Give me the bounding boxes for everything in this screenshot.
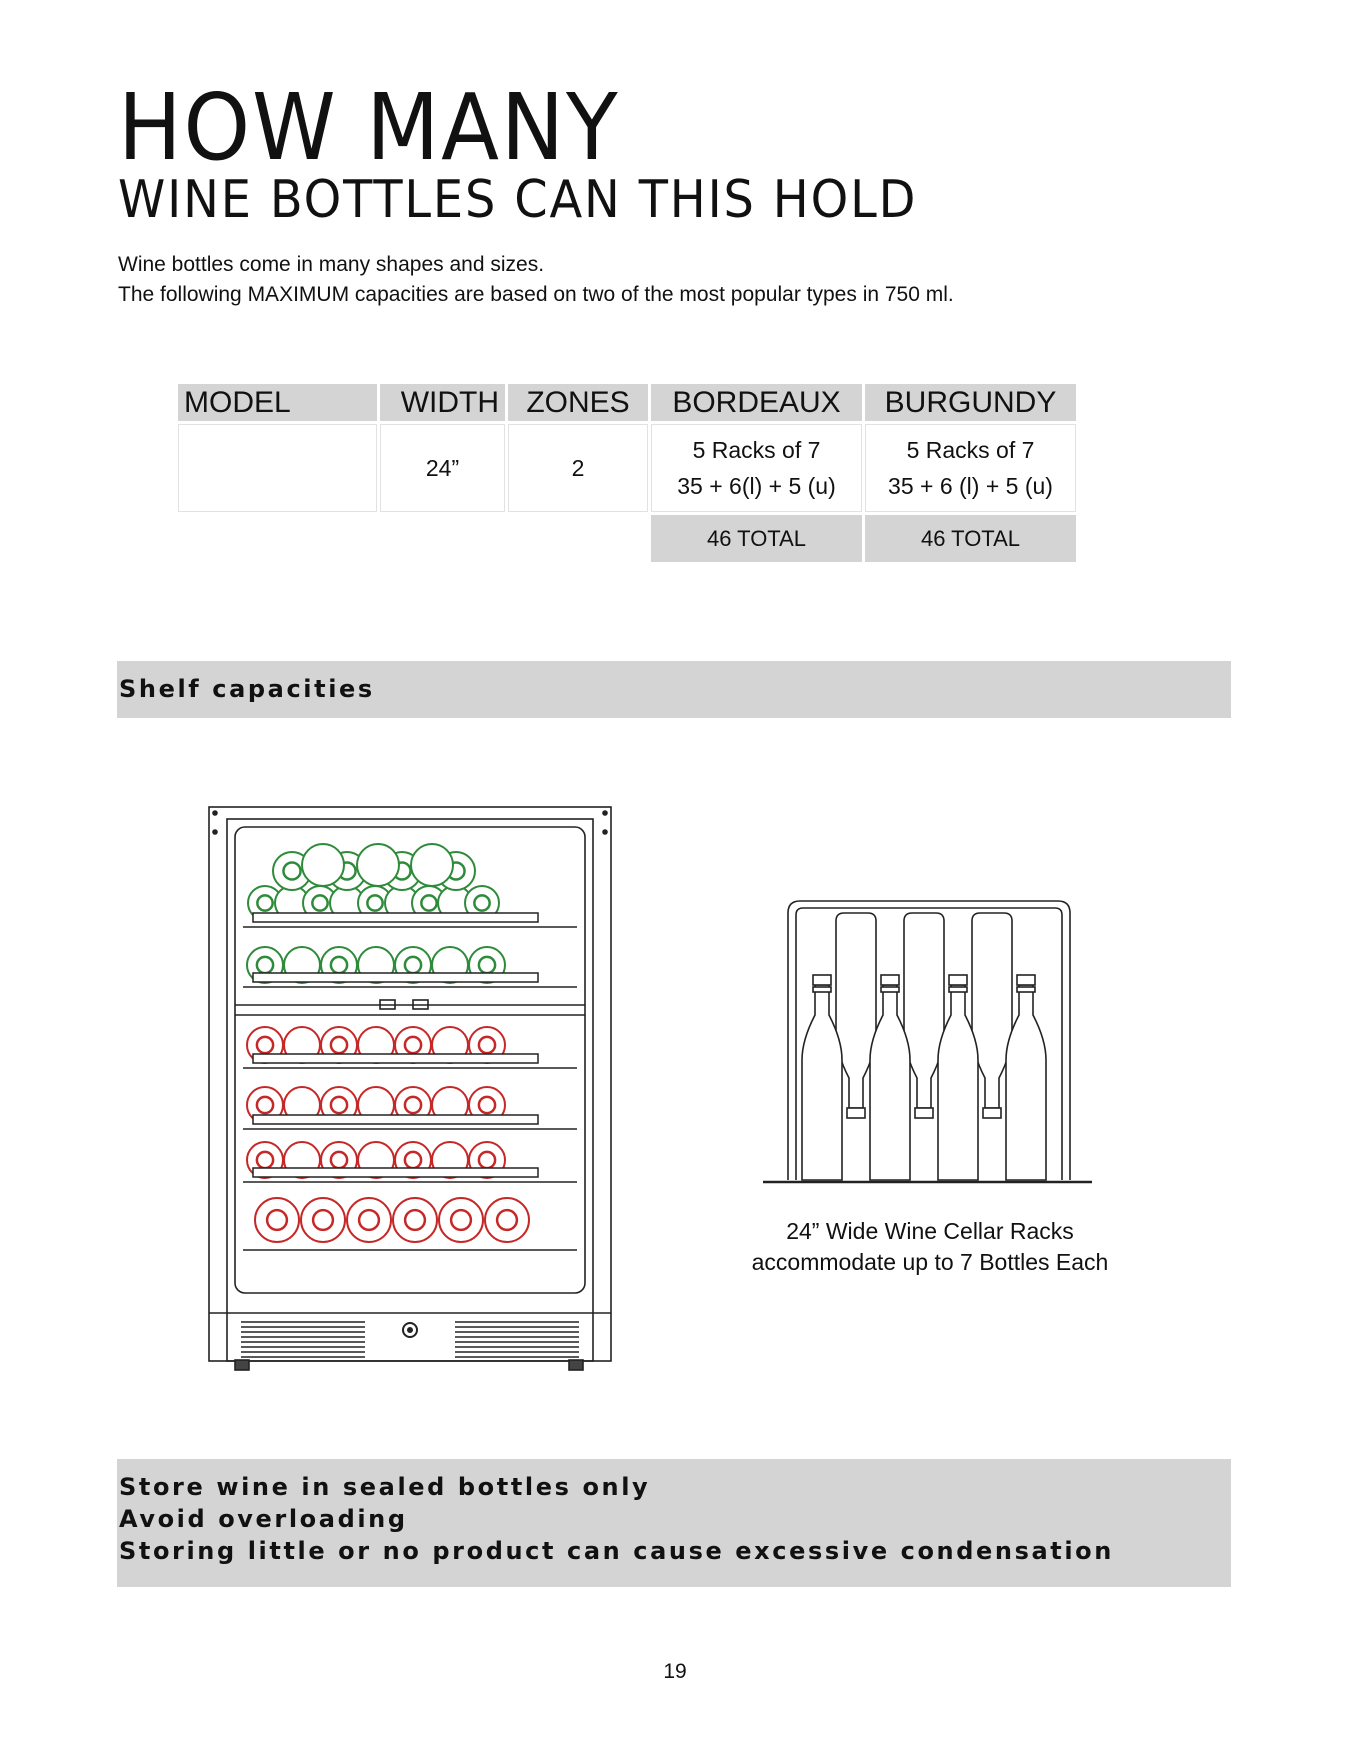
cell-model <box>178 424 377 512</box>
bottle-end <box>439 1198 483 1242</box>
shelf <box>243 973 577 987</box>
cell-zones: 2 <box>508 424 648 512</box>
header-zones: ZONES <box>508 384 648 421</box>
intro-text <box>118 250 954 310</box>
bottle-end <box>411 844 453 886</box>
header-bordeaux: BORDEAUX <box>651 384 862 421</box>
shelf <box>243 1054 577 1068</box>
intro-line-1: Wine bottles come in many shapes and sizes. <box>118 253 545 276</box>
bottle-end <box>485 1198 529 1242</box>
intro-line-2: The following MAXIMUM capacities are based on two of the most popular types in 750 ml. <box>118 283 954 306</box>
header-model: MODEL <box>178 384 377 421</box>
note-condensation: Storing little or no product can cause excessive condensation <box>119 1537 1114 1565</box>
caption-line-1: 24” Wide Wine Cellar Racks <box>786 1218 1074 1244</box>
bottle-end <box>357 844 399 886</box>
note-sealed-bottles: Store wine in sealed bottles only <box>119 1473 651 1501</box>
shelf-capacities-title: Shelf capacities <box>119 675 375 703</box>
cell-width: 24” <box>380 424 505 512</box>
rack-bottle-layer <box>802 913 1046 1180</box>
table-row <box>178 424 1076 512</box>
rack-caption <box>700 1216 1160 1278</box>
caption-line-2: accommodate up to 7 Bottles Each <box>751 1249 1109 1275</box>
page-title: HOW MANY <box>118 74 620 181</box>
zone-divider <box>235 1000 585 1015</box>
shelf <box>243 1168 577 1182</box>
bottle-end <box>393 1198 437 1242</box>
shelf <box>243 913 577 927</box>
table-total-row <box>178 515 1076 562</box>
bottle-end <box>301 1198 345 1242</box>
header-width: WIDTH <box>380 384 505 421</box>
bottle-end <box>302 844 344 886</box>
table-header-row <box>178 384 1076 421</box>
storage-notes-banner <box>117 1459 1231 1587</box>
burgundy-breakdown: 35 + 6 (l) + 5 (u) <box>888 473 1053 499</box>
bordeaux-racks: 5 Racks of 7 <box>692 437 821 463</box>
wine-cooler-diagram <box>205 805 625 1390</box>
cell-bordeaux <box>651 424 862 512</box>
bordeaux-breakdown: 35 + 6(l) + 5 (u) <box>677 473 836 499</box>
capacity-table <box>175 381 1079 565</box>
burgundy-total: 46 TOTAL <box>865 515 1076 562</box>
cell-burgundy <box>865 424 1076 512</box>
rack-bottles-diagram <box>760 895 1100 1195</box>
bottle-end <box>255 1198 299 1242</box>
bordeaux-total: 46 TOTAL <box>651 515 862 562</box>
header-burgundy: BURGUNDY <box>865 384 1076 421</box>
burgundy-racks: 5 Racks of 7 <box>906 437 1035 463</box>
shelf <box>243 1115 577 1129</box>
page-subtitle: WINE BOTTLES CAN THIS HOLD <box>118 170 918 230</box>
note-avoid-overloading: Avoid overloading <box>119 1505 408 1533</box>
shelf-capacities-banner <box>117 661 1231 718</box>
bottle-end <box>347 1198 391 1242</box>
page-number: 19 <box>663 1660 687 1683</box>
